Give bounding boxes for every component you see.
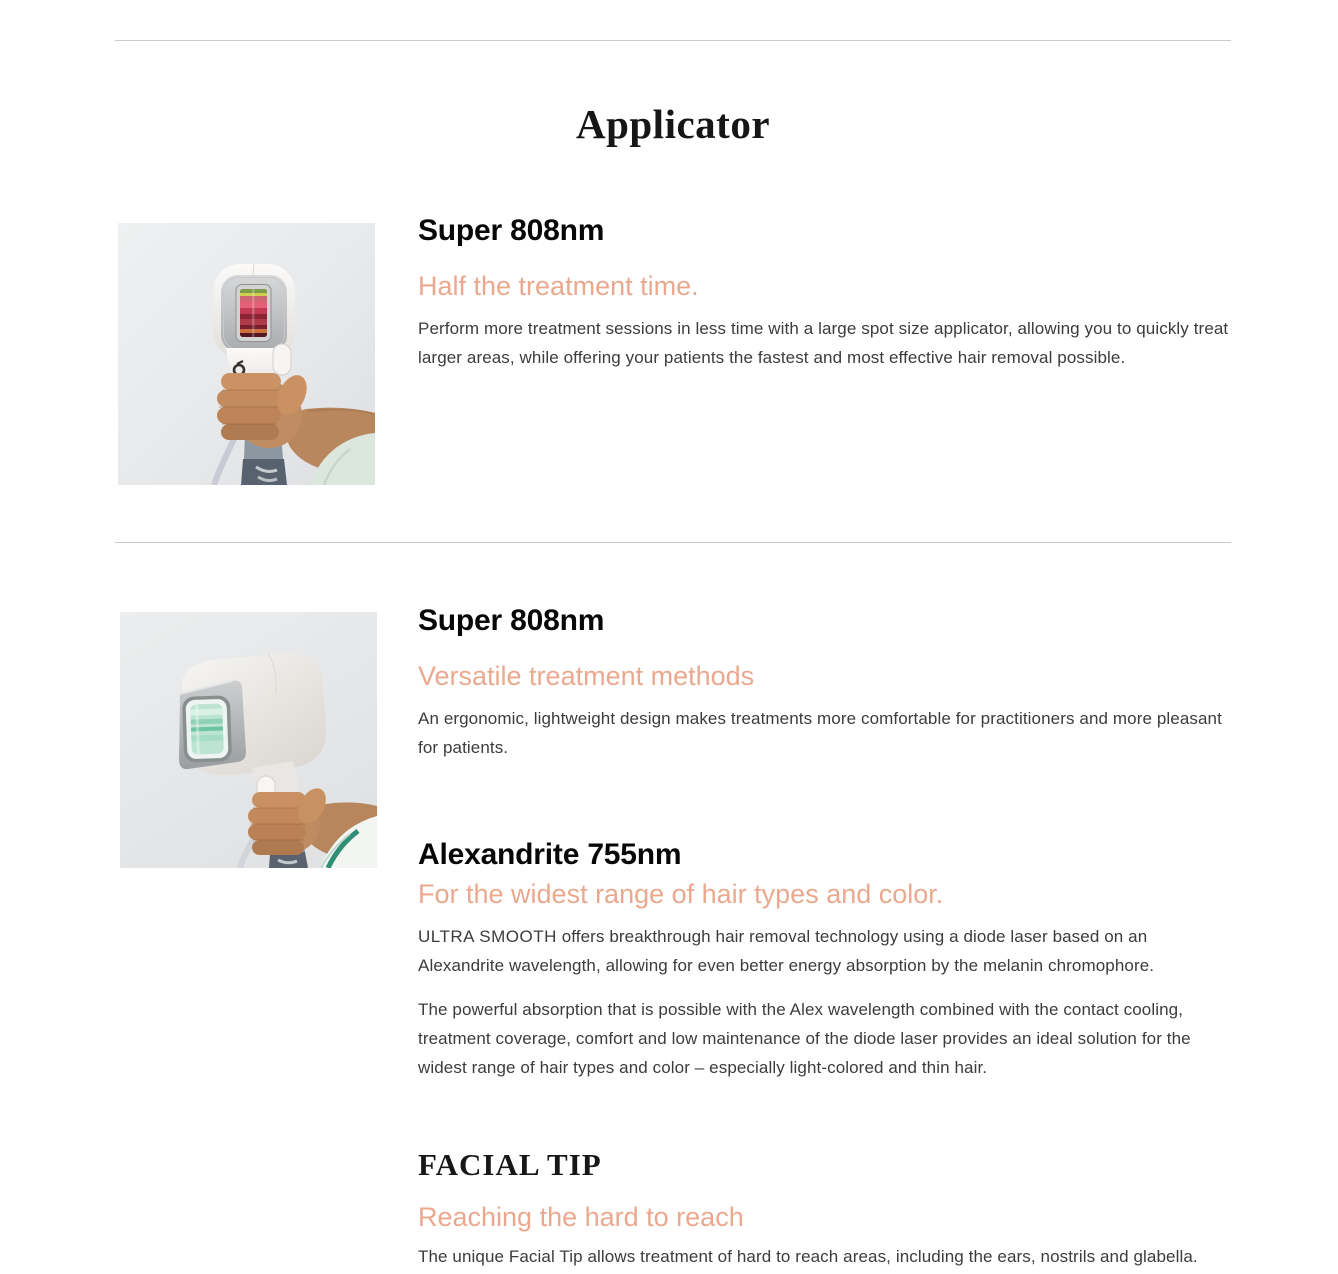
section-body: Perform more treatment sessions in less time with a large spot size applicator, allowing you to quickly treat larger areas, while offering your patients the fastest and most effective hair removal possible.	[418, 319, 1229, 367]
section-subheading: Reaching the hard to reach	[418, 1202, 744, 1232]
section-heading: Super 808nm	[418, 604, 605, 637]
section-body-rest: offers breakthrough hair removal technology using a diode laser based on an Alexandrite wavelength, allowing for even better energy absorption by the melanin chromophore.	[418, 927, 1155, 975]
section-heading: Super 808nm	[418, 214, 605, 247]
section-heading: FACIAL TIP	[418, 1147, 602, 1182]
section-heading: Alexandrite 755nm	[418, 838, 682, 871]
page-title: Applicator	[575, 101, 771, 147]
section-subheading: For the widest range of hair types and color.	[418, 879, 944, 909]
section-facial-tip	[418, 1146, 1234, 1271]
section-subheading: Versatile treatment methods	[418, 661, 755, 691]
section-super808-speed	[418, 214, 1234, 372]
section-group-right-column	[418, 604, 1234, 1271]
applicator-front-photo	[118, 223, 375, 485]
section-body: An ergonomic, lightweight design makes treatments more comfortable for practitioners and more pleasant for patients.	[418, 709, 1222, 757]
section-subheading: Half the treatment time.	[418, 271, 699, 301]
section-super808-ergonomic	[418, 604, 1234, 762]
section-body-2: The powerful absorption that is possible with the Alex wavelength combined with the contact cooling, treatment coverage, comfort and low maintenance of the diode laser provides an ideal solution for the widest range of hair types and color – especially light-colored and thin hair.	[418, 1000, 1191, 1077]
applicator-angled-illustration	[120, 612, 377, 868]
section-divider	[115, 542, 1231, 543]
section-body	[418, 922, 1234, 980]
applicator-front-illustration	[118, 223, 375, 485]
section-body: The unique Facial Tip allows treatment of hard to reach areas, including the ears, nostrils and glabella.	[418, 1247, 1198, 1266]
top-divider	[115, 40, 1231, 41]
section-alexandrite	[418, 838, 1234, 1082]
applicator-angled-photo	[120, 612, 377, 868]
product-name-lead: ULTRA SMOOTH	[418, 927, 557, 946]
